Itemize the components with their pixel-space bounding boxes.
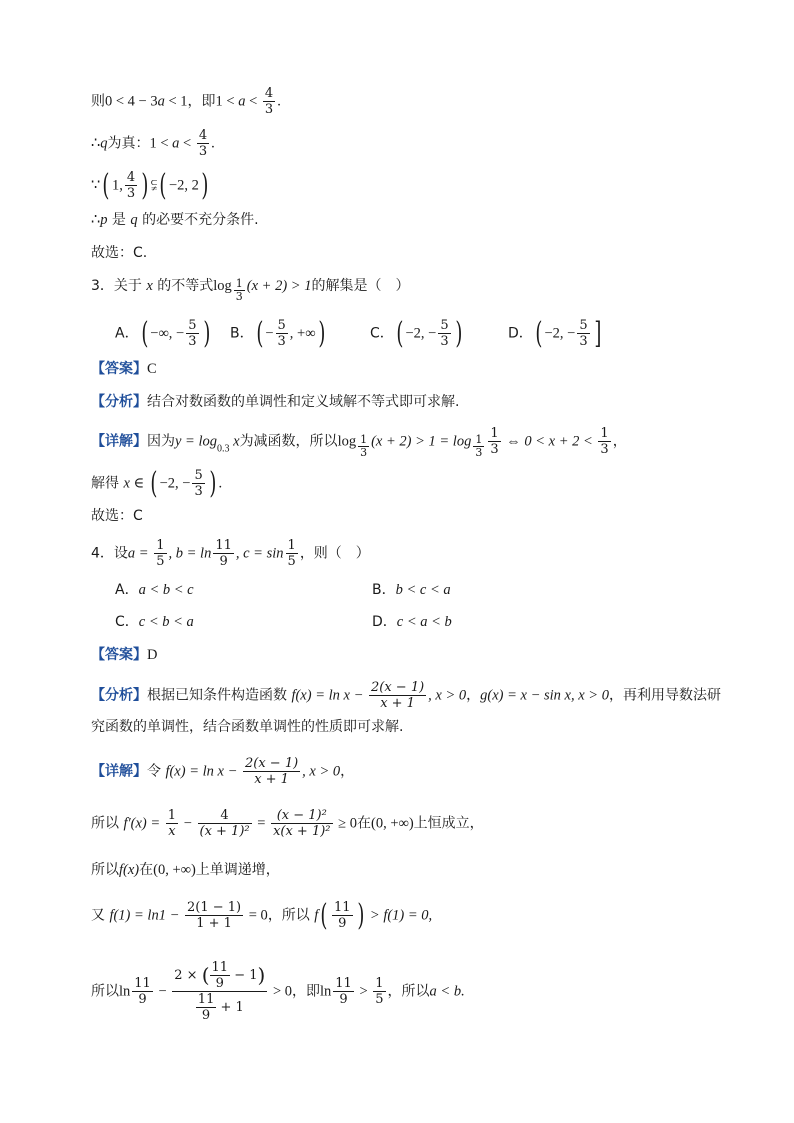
q4-answer <box>91 645 157 665</box>
question-number: 4．设 <box>91 545 128 562</box>
q4-f1-line: 又 f(1) = ln1 − $\frac{2(1 - 1)}{1 + 1}$ = 0，所以 f( $\frac{11}{9}$ ) > f(1) = 0, <box>91 897 433 933</box>
nested-fraction: 2 × ( $\frac{11}{9}$ − 1) $\frac{11}{9}$ + 1 <box>174 960 266 1023</box>
question-number: 3．关于 <box>91 278 147 294</box>
q4-detail: 【详解】令 f(x) = ln x − $\frac{2(x - 1)}{x + 1}$ , x > 0， <box>91 756 355 787</box>
fraction: $\frac{5}{3}$ <box>188 318 197 349</box>
math: (x + 2) > 1 <box>246 278 312 294</box>
fraction: $\frac{2(x - 1)}{x + 1}$ <box>370 680 425 711</box>
detail-tag: 【详解】 <box>91 433 147 450</box>
math: 1 < <box>215 93 239 110</box>
log-base: $\frac{1}{3}$ <box>235 277 243 303</box>
fraction: $\frac{1}{5}$ <box>156 538 165 569</box>
math-var: p <box>100 212 108 228</box>
math: −2, 2 <box>168 177 199 194</box>
answer-tag: 【答案】 <box>91 647 147 663</box>
text: ，即 <box>187 93 216 110</box>
q3-detail: 【详解】因为$y = \log_{0.3} x$为减函数，所以log $\frac{1}{3}$ (x + 2) > 1 = log $\frac{1}{3}$ $\frac{1}{3}$ ⇔ 0 < x + 2 < $\frac{1}{3}$ ， <box>91 426 627 459</box>
option-d[interactable]: D．( −2, − $\frac{5}{3}$ ] <box>508 315 602 351</box>
math-var: x <box>146 278 153 294</box>
fraction: $\frac{1}{5}$ <box>287 538 296 569</box>
fraction: $\frac{11}{9}$ <box>334 900 351 931</box>
option-d[interactable]: D．c < a < b <box>372 614 452 630</box>
math-var: q <box>100 135 108 152</box>
math: < <box>245 93 261 110</box>
solution-line-2 <box>91 128 215 159</box>
fraction: $\frac{11}{9}$ <box>134 976 151 1007</box>
answer-value: D <box>147 647 158 663</box>
log-base: $\frac{1}{3}$ <box>360 432 368 459</box>
solution-line-3 <box>91 167 211 203</box>
analysis-tag: 【分析】 <box>91 394 147 410</box>
text: 结合对数函数的单调性和定义域解不等式即可求解. <box>147 394 460 410</box>
option-b[interactable]: B．b < c < a <box>372 582 451 598</box>
answer-value: C <box>147 361 157 377</box>
fraction: $\frac{1}{x}$ <box>167 808 177 839</box>
text: 则 <box>91 93 105 110</box>
math: 1 < <box>149 135 173 152</box>
fraction: $\frac{1}{3}$ <box>490 426 499 457</box>
fraction: $\frac{2(x - 1)}{x + 1}$ <box>244 756 299 787</box>
option-a[interactable]: A．a < b < c <box>115 582 194 598</box>
fraction: $\frac{5}{3}$ <box>277 318 286 349</box>
text: 为真： <box>107 135 150 152</box>
math: < <box>179 135 195 152</box>
text: 是 <box>107 212 131 228</box>
q4-conclusion-line: 所以ln $\frac{11}{9}$ − 2 × ( $\frac{11}{9}$ − 1) $\frac{11}{9}$ + 1 > 0，即ln $\frac{11}{9}$ > $\frac{1}{5}$ ，所以a < b. <box>91 960 465 1023</box>
fraction: $\frac{4}{\text{(x + 1)²}}$ <box>199 808 250 839</box>
fraction: $\frac{4}{3}$ <box>264 86 274 117</box>
q3-answer <box>91 359 157 379</box>
therefore-symbol: ∴ <box>91 212 101 228</box>
answer-tag: 【答案】 <box>91 361 147 377</box>
q3-pick: 故选：C <box>91 508 143 524</box>
log-base: $\frac{1}{3}$ <box>475 432 483 459</box>
text: 的必要不充分条件. <box>137 212 259 228</box>
option-a[interactable]: A．( −∞, − $\frac{5}{3}$ ) <box>115 315 210 351</box>
question-4-stem: 4．设a = $\frac{1}{5}$ , b = ln $\frac{11}{9}$ , c = sin $\frac{1}{5}$ ，则（ ） <box>91 538 370 569</box>
therefore-symbol: ∴ <box>91 135 101 152</box>
paren: ) <box>201 167 209 203</box>
math-var: a <box>238 93 246 110</box>
fraction: $\frac{2(1 - 1)}{1 + 1}$ <box>187 900 242 931</box>
fraction: $\frac{5}{3}$ <box>579 318 588 349</box>
detail-tag: 【详解】 <box>91 763 147 780</box>
text: 的不等式 <box>152 278 214 294</box>
math: < 1 <box>164 93 188 110</box>
analysis-tag: 【分析】 <box>91 687 147 704</box>
solution-choice: 故选：C. <box>91 245 148 261</box>
math-var: a <box>172 135 180 152</box>
fraction: $\frac{11}{9}$ <box>215 538 232 569</box>
fraction: $\frac{1}{5}$ <box>375 976 384 1007</box>
q3-analysis <box>91 392 459 412</box>
math: 1, <box>111 177 123 194</box>
question-3-stem <box>91 276 409 303</box>
option-c[interactable]: C．( −2, − $\frac{5}{3}$ ) <box>370 315 463 351</box>
paren: ( <box>102 167 110 203</box>
option-b[interactable]: B．( − $\frac{5}{3}$ , +∞) <box>230 315 325 351</box>
text: 的解集是（ ） <box>311 278 410 294</box>
because-symbol: ∵ <box>91 177 101 194</box>
log-symbol: log <box>213 278 232 294</box>
paren: ( <box>159 167 167 203</box>
fraction: $\frac{5}{3}$ <box>440 318 449 349</box>
fraction: $\frac{5}{3}$ <box>194 468 203 499</box>
solution-line-1 <box>91 86 281 117</box>
q4-analysis: 【分析】根据已知条件构造函数 f(x) = ln x − $\frac{2(x - 1)}{x + 1}$ , x > 0，g(x) = x − sin x, x > 0，再利用导数法研 <box>91 680 721 711</box>
math: . <box>211 135 215 152</box>
option-c[interactable]: C．c < b < a <box>115 614 194 630</box>
subset-symbol: ⫋ <box>150 177 158 194</box>
q4-monotonic-line: 所以f(x)在(0, +∞)上单调递增， <box>91 862 280 878</box>
fraction: $\frac{11}{9}$ <box>335 976 352 1007</box>
fraction: $\frac{4}{3}$ <box>198 128 208 159</box>
math-var: a <box>157 93 165 110</box>
fraction: $\frac{\text{(x − 1)²}}{\text{x(x + 1)²}}$ <box>273 808 331 839</box>
q4-analysis-cont: 究函数的单调性，结合函数单调性的性质即可求解. <box>91 719 404 735</box>
math: . <box>277 93 281 110</box>
q3-solution: 解得 x ∈ ( −2, − $\frac{5}{3}$ ) . <box>91 465 223 501</box>
fraction: $\frac{1}{3}$ <box>600 426 609 457</box>
math-var: q <box>130 212 138 228</box>
paren: ) <box>141 167 149 203</box>
solution-line-4 <box>91 210 259 230</box>
q4-derivative-line: 所以 f′(x) = $\frac{1}{x}$ − $\frac{4}{\text{(x + 1)²}}$ = $\frac{\text{(x − 1)²}}{\text{x(x + 1)²}}$ ≥ 0在(0, +∞)上恒成立， <box>91 808 484 839</box>
math: 0 < 4 − 3 <box>105 93 158 110</box>
fraction: $\frac{4}{3}$ <box>126 170 136 201</box>
